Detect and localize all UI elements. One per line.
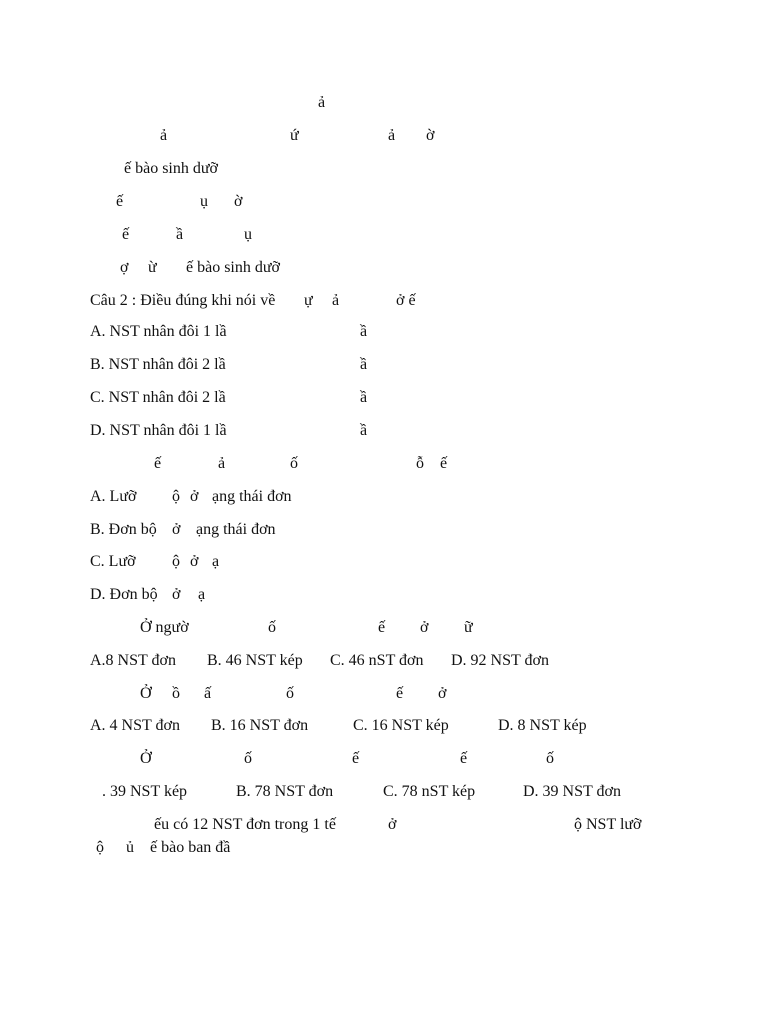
text-fragment: ộ	[96, 839, 104, 856]
text-fragment: ỗ	[416, 455, 424, 472]
text-fragment: D. Đơn bộ	[90, 586, 158, 603]
question-7-stem	[0, 814, 768, 836]
text-fragment: D. 39 NST đơn	[523, 783, 621, 800]
text-fragment: ở	[388, 816, 397, 833]
q3-option-d	[0, 584, 768, 606]
text-fragment: . 39 NST kép	[102, 783, 188, 800]
text-fragment: B. 16 NST đơn	[211, 717, 309, 734]
text-fragment: ự	[304, 292, 313, 309]
text-fragment: ụ	[200, 193, 208, 210]
q2-option-b	[0, 354, 768, 376]
text-fragment: ở	[172, 521, 181, 538]
text-fragment: ế	[116, 193, 124, 210]
question-3-stem	[0, 453, 768, 475]
question-5-stem	[0, 683, 768, 705]
text-fragment: ứ	[290, 127, 299, 144]
text-fragment: ở	[190, 553, 199, 570]
text-fragment: ở	[190, 488, 199, 505]
text-fragment: A.8 NST đơn	[90, 652, 176, 669]
text-fragment: ố	[286, 685, 294, 702]
text-fragment: ạng thái đơn	[196, 521, 276, 538]
text-fragment: Ở	[140, 685, 152, 702]
text-fragment: B. 78 NST đơn	[236, 783, 334, 800]
text-fragment: C. Lưỡ	[90, 553, 136, 570]
text-fragment: Câu 2 : Điều đúng khi nói về	[90, 292, 276, 309]
q2-option-d	[0, 420, 768, 442]
fragment-line-5	[0, 224, 768, 246]
text-fragment: ế bào sinh dưỡ	[186, 259, 281, 276]
text-fragment: ếu có 12 NST đơn trong 1 tế	[154, 816, 336, 833]
text-fragment: ộ	[172, 488, 180, 505]
text-fragment: ạng thái đơn	[212, 488, 292, 505]
text-fragment: ở	[438, 685, 447, 702]
text-fragment: ầ	[360, 356, 368, 373]
text-fragment: D. 92 NST đơn	[451, 652, 549, 669]
text-fragment: ờ	[426, 127, 435, 144]
q2-option-a	[0, 321, 768, 343]
text-fragment: ừ	[148, 259, 157, 276]
text-fragment: C. 16 NST kép	[353, 717, 449, 734]
q4-options	[0, 650, 768, 672]
text-fragment: ở	[172, 586, 181, 603]
text-fragment: ế bào sinh dưỡ	[124, 160, 219, 177]
text-fragment: ế	[378, 619, 386, 636]
fragment-line-6	[0, 257, 768, 279]
text-fragment: ế	[154, 455, 162, 472]
text-fragment: ạ	[198, 586, 206, 603]
q3-option-b	[0, 519, 768, 541]
text-fragment: ở ế	[396, 292, 416, 309]
text-fragment: ầ	[360, 422, 368, 439]
q3-option-c	[0, 551, 768, 573]
text-fragment: ợ	[120, 259, 129, 276]
text-fragment: A. 4 NST đơn	[90, 717, 180, 734]
text-fragment: ạ	[212, 553, 220, 570]
text-fragment: A. Lưỡ	[90, 488, 137, 505]
text-fragment: B. 46 NST kép	[207, 652, 303, 669]
text-fragment: ế	[440, 455, 448, 472]
fragment-line-3	[0, 158, 768, 180]
question-6-stem	[0, 748, 768, 770]
text-fragment: ố	[290, 455, 298, 472]
text-fragment: ộ NST lưỡ	[574, 816, 642, 833]
text-fragment: B. Đơn bộ	[90, 521, 157, 538]
text-fragment: D. NST nhân đôi 1 lầ	[90, 422, 227, 439]
fragment-line-1	[0, 92, 768, 114]
fragment-line-2	[0, 125, 768, 147]
text-fragment: Ở	[140, 750, 152, 767]
text-fragment: C. 78 nST kép	[383, 783, 476, 800]
question-2-stem	[0, 290, 768, 312]
text-fragment: ả	[218, 455, 226, 472]
text-fragment: ầ	[176, 226, 184, 243]
q6-options	[0, 781, 768, 803]
text-fragment: ầ	[360, 323, 368, 340]
q5-options	[0, 715, 768, 737]
text-fragment: ế	[396, 685, 404, 702]
question-4-stem	[0, 617, 768, 639]
text-fragment: ờ	[234, 193, 243, 210]
text-fragment: C. NST nhân đôi 2 lầ	[90, 389, 226, 406]
text-fragment: A. NST nhân đôi 1 lầ	[90, 323, 227, 340]
q3-option-a	[0, 486, 768, 508]
text-fragment: ế	[352, 750, 360, 767]
text-fragment: ụ	[244, 226, 252, 243]
text-fragment: ở	[420, 619, 429, 636]
question-7-stem-cont	[0, 837, 768, 859]
text-fragment: ố	[244, 750, 252, 767]
text-fragment: ố	[546, 750, 554, 767]
text-fragment: ả	[160, 127, 168, 144]
text-fragment: ố	[268, 619, 276, 636]
text-fragment: ấ	[204, 685, 212, 702]
text-fragment: C. 46 nST đơn	[330, 652, 424, 669]
text-fragment: ầ	[360, 389, 368, 406]
text-fragment: ả	[388, 127, 396, 144]
text-fragment: ộ	[172, 553, 180, 570]
text-fragment: B. NST nhân đôi 2 lầ	[90, 356, 226, 373]
fragment-line-4	[0, 191, 768, 213]
text-fragment: D. 8 NST kép	[498, 717, 587, 734]
text-fragment: ả	[318, 94, 326, 111]
text-fragment: ế	[460, 750, 468, 767]
text-fragment: Ở ngườ	[140, 619, 189, 636]
text-fragment: ả	[332, 292, 340, 309]
text-fragment: ế	[122, 226, 130, 243]
text-fragment: ế bào ban đầ	[150, 839, 231, 856]
q2-option-c	[0, 387, 768, 409]
text-fragment: ồ	[172, 685, 180, 702]
text-fragment: ủ	[126, 839, 134, 856]
text-fragment: ữ	[464, 619, 473, 636]
